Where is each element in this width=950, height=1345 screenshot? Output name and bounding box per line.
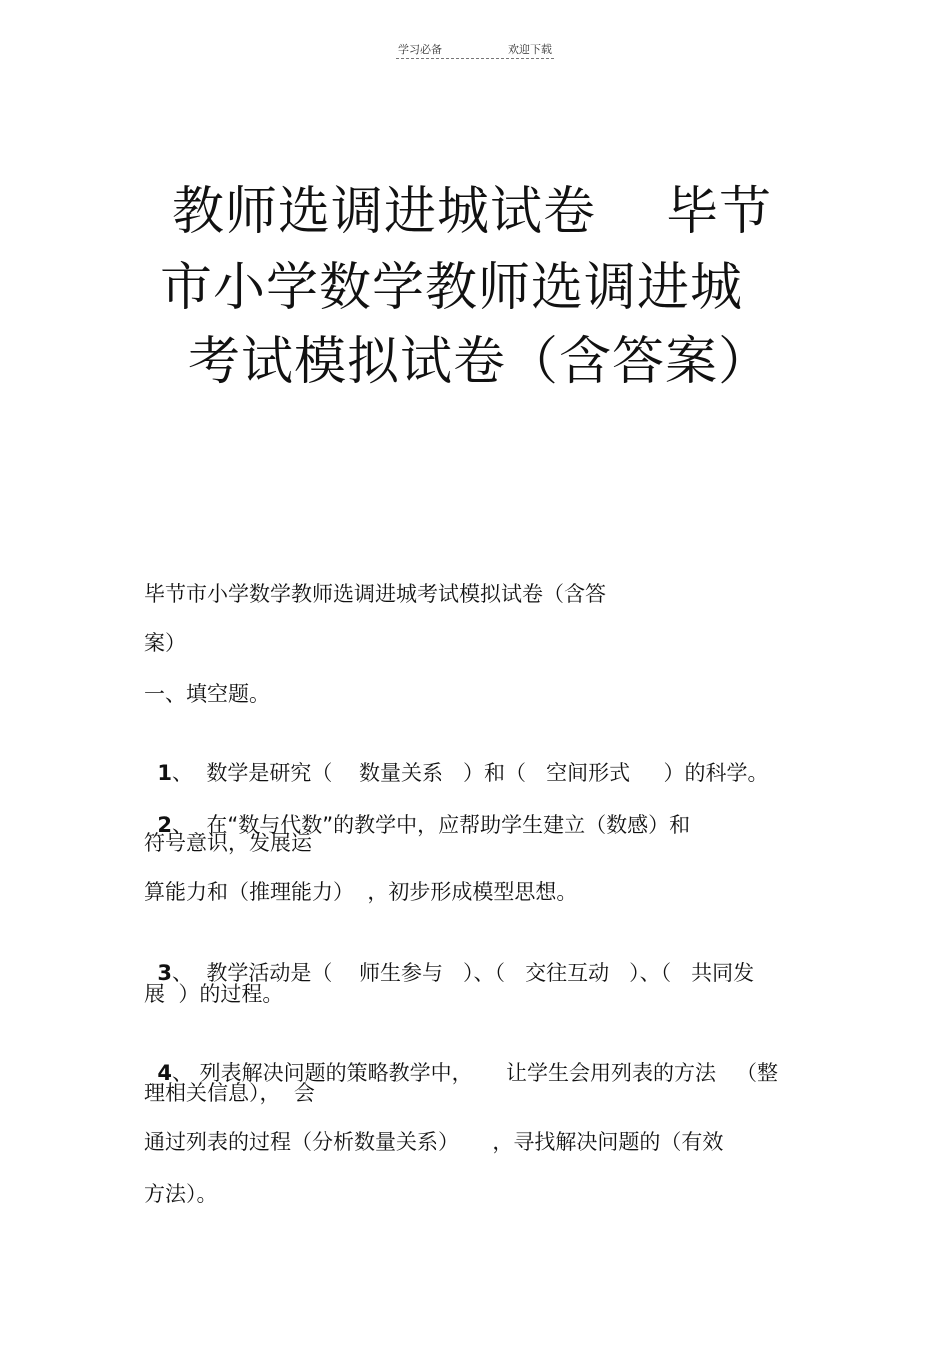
question-1 [144,731,768,787]
question-text: 、 列表解决问题的策略教学中， 让学生会用列表的方法 （整 [171,1061,779,1085]
question-3-line-1 [144,931,754,987]
document-title-line-1: 教师选调进城试卷 毕节 [172,182,773,242]
question-4-line-3: 通过列表的过程（分析数量关系） ，寻找解决问题的（有效 [144,1130,724,1154]
question-text: 、 在“数与代数”的教学中，应帮助学生建立（数感）和 [171,813,691,837]
question-number: 2 [157,813,172,837]
page-header [396,40,554,59]
question-3-line-2: 展 ）的过程。 [144,982,284,1006]
header-right-text: 欢迎下载 [508,43,552,56]
subtitle-line-1: 毕节市小学数学教师选调进城考试模拟试卷（含答 [144,582,606,606]
question-number: 3 [157,961,172,985]
question-4-line-4: 方法）。 [144,1182,218,1206]
subtitle-line-2: 案） [144,631,186,655]
document-title-line-3: 考试模拟试卷（含答案） [188,332,772,392]
header-left-text: 学习必备 [398,43,442,56]
question-2-line-3: 算能力和（推理能力） ，初步形成模型思想。 [144,880,578,904]
question-2-line-2: 符号意识，发展运 [144,831,312,855]
question-number: 4 [157,1061,172,1085]
question-text: 、 教学活动是（ 师生参与 ）、（ 交往互动 ）、（ 共同发 [171,961,755,985]
question-4-line-2: 理相关信息）， 会 [144,1081,315,1105]
section-heading: 一、填空题。 [144,682,270,706]
document-title-line-2: 市小学数学教师选调进城 [160,258,744,318]
question-number: 1 [157,761,172,785]
question-text: 、 数学是研究（ 数量关系 ）和（ 空间形式 ）的科学。 [171,761,769,785]
